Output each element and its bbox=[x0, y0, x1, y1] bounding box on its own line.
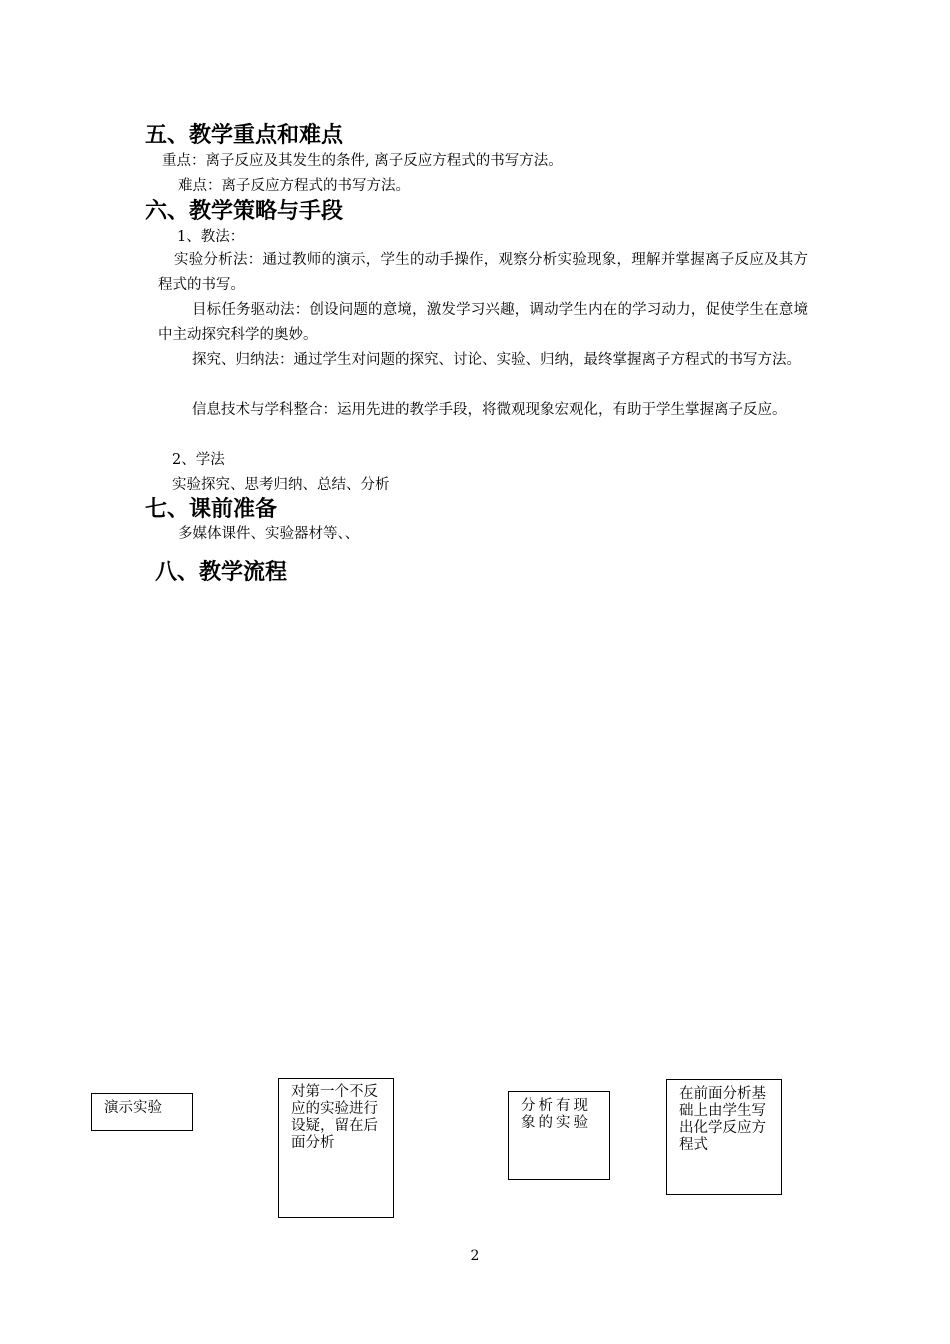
method-inquiry-induction: 探究、归纳法：通过学生对问题的探究、讨论、实验、归纳，最终掌握离子方程式的书写方法。 bbox=[192, 352, 801, 368]
section8-heading: 八、教学流程 bbox=[155, 560, 288, 585]
flow-box-question-first-experiment: 对第一个不反应的实验进行设疑，留在后面分析 bbox=[278, 1078, 394, 1218]
section6-heading: 六、教学策略与手段 bbox=[145, 199, 344, 224]
flow-box-analyze-experiment: 分析有现象的实验 bbox=[508, 1091, 610, 1180]
flow-box-demo-experiment: 演示实验 bbox=[91, 1093, 193, 1131]
method-it-integration: 信息技术与学科整合：运用先进的教学手段，将微观现象宏观化，有助于学生掌握离子反应。 bbox=[192, 402, 787, 418]
section5-heading: 五、教学重点和难点 bbox=[145, 123, 344, 148]
method-experiment-analysis: 实验分析法：通过教师的演示，学生的动手操作，观察分析实验现象，理解并掌握离子反应及其方程式的书写。 bbox=[158, 252, 808, 293]
learning-methods-label: 2、学法 bbox=[172, 452, 225, 468]
materials-text: 多媒体课件、实验器材等、、 bbox=[178, 526, 360, 542]
learning-methods-text: 实验探究、思考归纳、总结、分析 bbox=[172, 477, 390, 493]
method-task-driven: 目标任务驱动法：创设问题的意境，激发学习兴趣，调动学生内在的学习动力，促使学生在意境中主动探究科学的奥妙。 bbox=[158, 302, 808, 343]
section7-heading: 七、课前准备 bbox=[145, 497, 278, 522]
teaching-methods-label: 1、教法： bbox=[177, 229, 245, 245]
flow-box-write-equation: 在前面分析基础上由学生写出化学反应方程式 bbox=[666, 1079, 782, 1195]
key-point-text: 重点：离子反应及其发生的条件, 离子反应方程式的书写方法。 bbox=[162, 153, 563, 169]
page-number: 2 bbox=[470, 1248, 480, 1264]
difficult-point-text: 难点：离子反应方程式的书写方法。 bbox=[178, 178, 410, 194]
